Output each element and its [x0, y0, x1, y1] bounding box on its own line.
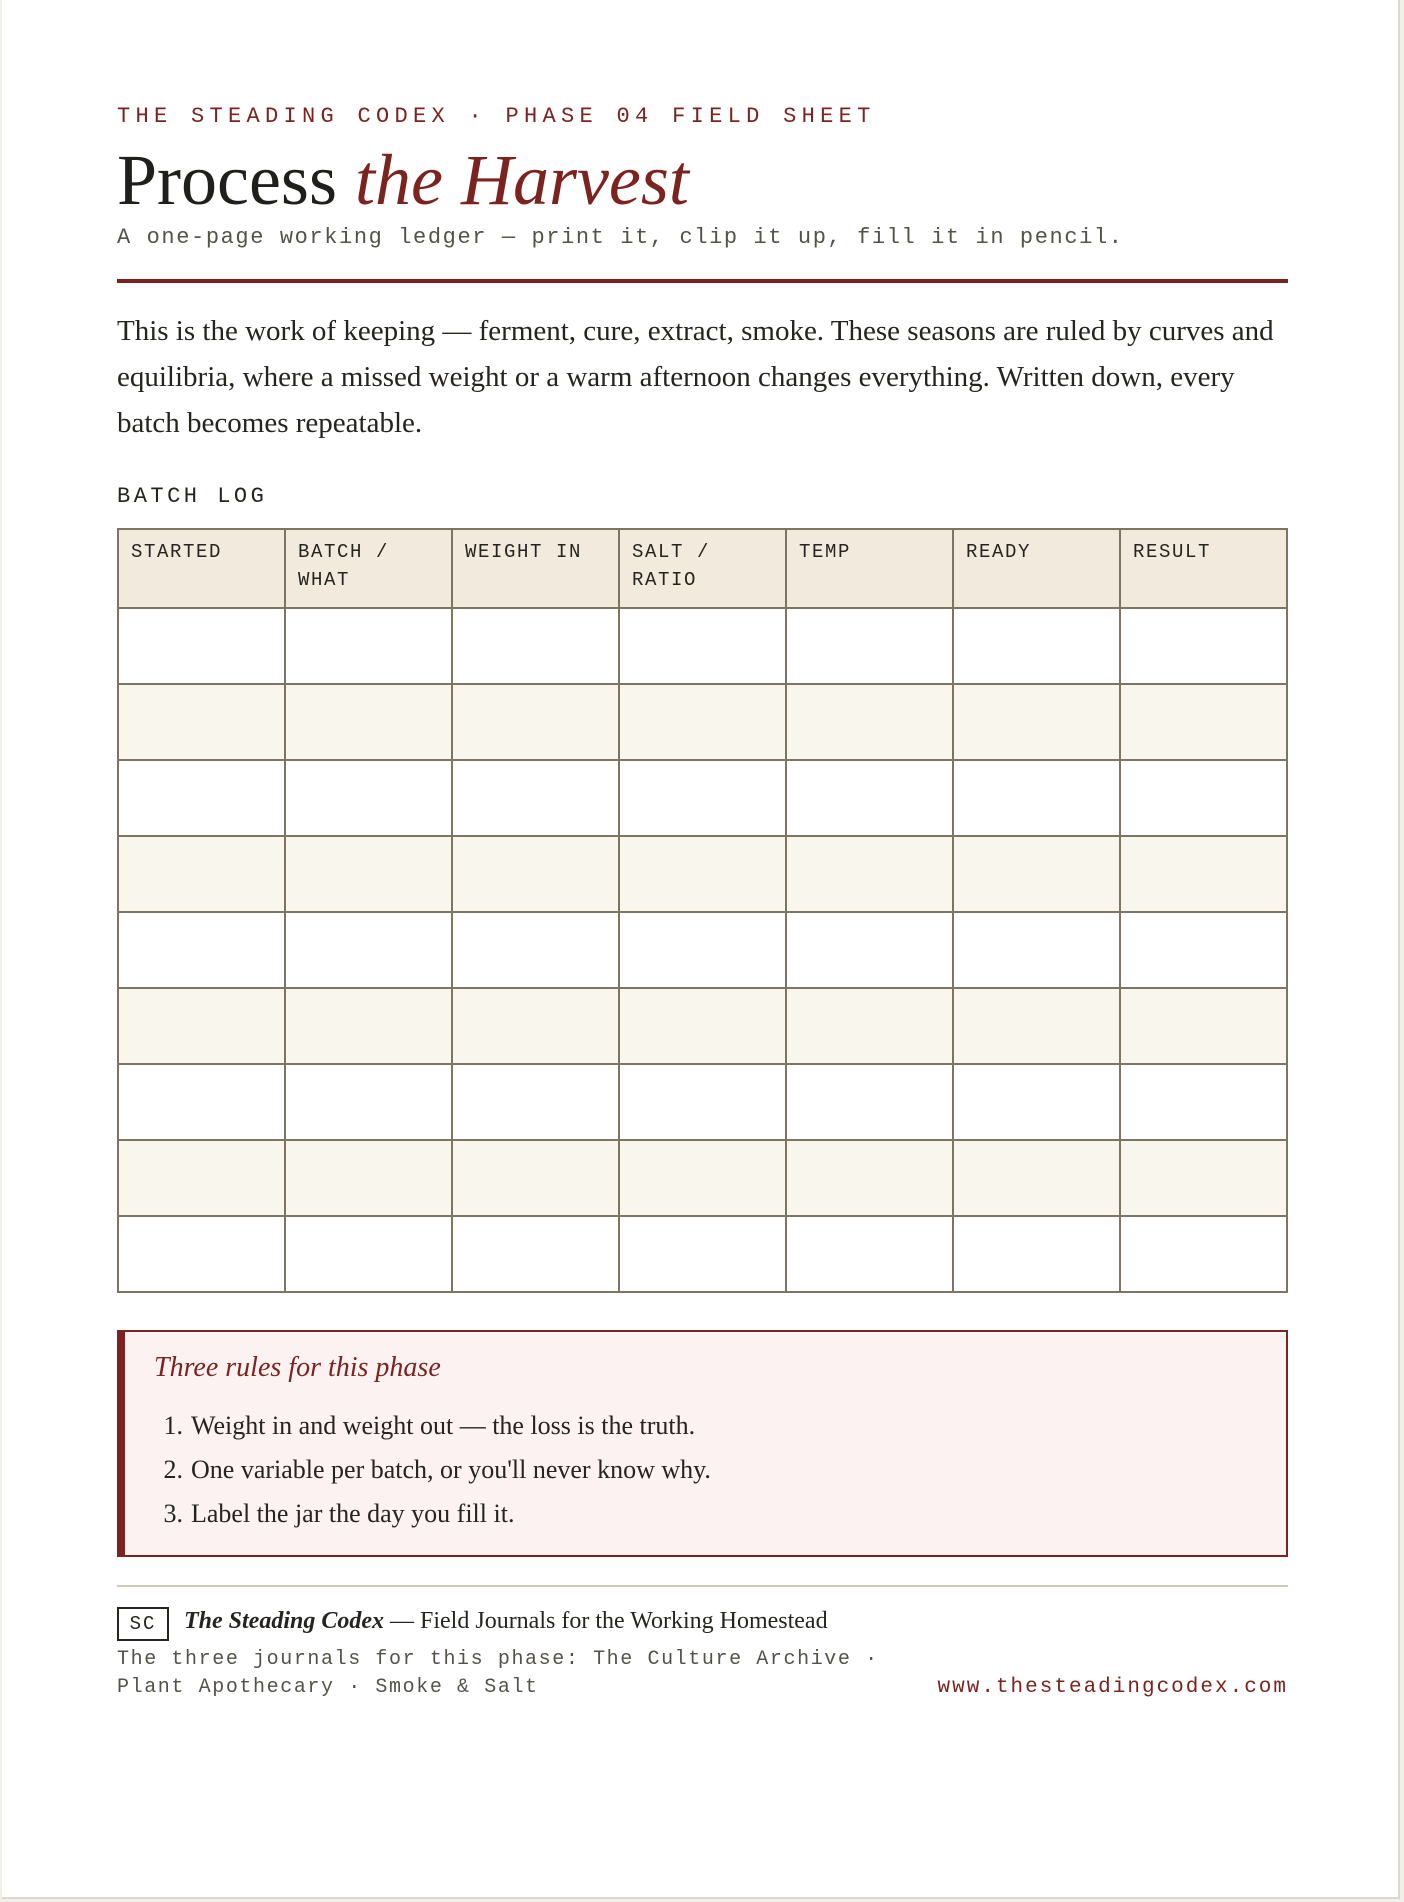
- log-cell: [1120, 836, 1287, 912]
- rule-item: [153, 1404, 711, 1448]
- log-cell: [619, 760, 786, 836]
- log-cell: [285, 1064, 452, 1140]
- brand-monogram: SC: [117, 1607, 169, 1641]
- intro-paragraph: This is the work of keeping — ferment, cure, extract, smoke. These seasons are ruled by curves and equilibria, where a missed weight or a warm afternoon changes everything. Written down, every batch becomes repeatable.: [117, 315, 1274, 439]
- log-cell: [786, 1216, 953, 1292]
- log-cell: [285, 760, 452, 836]
- log-cell: [1120, 912, 1287, 988]
- log-cell: [118, 760, 285, 836]
- log-cell: [1120, 608, 1287, 684]
- page-title: [117, 140, 689, 220]
- log-cell: [953, 836, 1120, 912]
- log-cell: [786, 608, 953, 684]
- rule-item: [153, 1448, 711, 1492]
- table-header-row: [118, 529, 1287, 608]
- table-row: [118, 760, 1287, 836]
- log-cell: [118, 684, 285, 760]
- batch-log-label: BATCH LOG: [117, 484, 268, 509]
- log-cell: [786, 760, 953, 836]
- table-row: [118, 988, 1287, 1064]
- column-header-weight-in: WEIGHT IN: [452, 529, 619, 608]
- brand-name: The Steading Codex: [184, 1608, 385, 1634]
- column-header-result: RESULT: [1120, 529, 1287, 608]
- log-cell: [953, 988, 1120, 1064]
- header-divider: [117, 279, 1288, 283]
- log-cell: [1120, 988, 1287, 1064]
- log-cell: [953, 684, 1120, 760]
- website-link[interactable]: www.thesteadingcodex.com: [937, 1676, 1288, 1699]
- log-cell: [619, 608, 786, 684]
- title-plain: Process: [117, 140, 355, 220]
- log-cell: [619, 1216, 786, 1292]
- log-cell: [285, 1216, 452, 1292]
- column-header-salt-ratio: SALT / RATIO: [619, 529, 786, 608]
- rule-item: [153, 1492, 711, 1536]
- log-cell: [619, 912, 786, 988]
- rules-callout: [117, 1330, 1288, 1557]
- log-cell: [953, 760, 1120, 836]
- log-cell: [118, 988, 285, 1064]
- rule-text: Weight in and weight out — the loss is the truth.: [191, 1411, 696, 1440]
- rules-title: Three rules for this phase: [154, 1352, 441, 1383]
- log-cell: [118, 836, 285, 912]
- log-cell: [452, 608, 619, 684]
- log-cell: [619, 988, 786, 1064]
- log-cell: [285, 988, 452, 1064]
- brand-line: [184, 1606, 828, 1636]
- log-cell: [786, 684, 953, 760]
- log-cell: [452, 988, 619, 1064]
- log-cell: [452, 760, 619, 836]
- batch-log-body: [118, 608, 1287, 1292]
- table-row: [118, 684, 1287, 760]
- log-cell: [619, 1140, 786, 1216]
- rule-number: 1.: [163, 1411, 183, 1440]
- log-cell: [786, 1140, 953, 1216]
- table-row: [118, 836, 1287, 912]
- log-cell: [1120, 684, 1287, 760]
- table-row: [118, 912, 1287, 988]
- log-cell: [1120, 760, 1287, 836]
- footer-divider: [117, 1585, 1288, 1587]
- field-sheet-page: [2, 0, 1400, 1899]
- log-cell: [953, 1064, 1120, 1140]
- log-cell: [452, 836, 619, 912]
- page-subtitle: A one-page working ledger — print it, clip it up, fill it in pencil.: [117, 225, 1124, 250]
- rule-number: 3.: [163, 1499, 183, 1528]
- column-header-batch-what: BATCH / WHAT: [285, 529, 452, 608]
- table-row: [118, 1064, 1287, 1140]
- log-cell: [452, 1064, 619, 1140]
- title-accent: the Harvest: [354, 140, 689, 220]
- log-cell: [285, 836, 452, 912]
- column-header-ready: READY: [953, 529, 1120, 608]
- log-cell: [118, 1216, 285, 1292]
- log-cell: [1120, 1216, 1287, 1292]
- log-cell: [285, 684, 452, 760]
- log-cell: [118, 608, 285, 684]
- log-cell: [285, 608, 452, 684]
- column-header-temp: TEMP: [786, 529, 953, 608]
- log-cell: [1120, 1140, 1287, 1216]
- log-cell: [118, 1140, 285, 1216]
- log-cell: [619, 684, 786, 760]
- batch-log-table: [117, 528, 1288, 1293]
- log-cell: [1120, 1064, 1287, 1140]
- log-cell: [452, 912, 619, 988]
- table-row: [118, 608, 1287, 684]
- table-row: [118, 1140, 1287, 1216]
- log-cell: [452, 1216, 619, 1292]
- log-cell: [619, 836, 786, 912]
- rule-text: Label the jar the day you fill it.: [191, 1499, 515, 1528]
- log-cell: [786, 912, 953, 988]
- journals-note: The three journals for this phase: The Culture Archive · Plant Apothecary · Smoke & Salt: [117, 1648, 879, 1699]
- brand-tagline: — Field Journals for the Working Homestead: [384, 1608, 828, 1634]
- log-cell: [452, 684, 619, 760]
- rules-list: [153, 1404, 711, 1536]
- eyebrow-label: THE STEADING CODEX · PHASE 04 FIELD SHEET: [117, 104, 876, 129]
- log-cell: [786, 836, 953, 912]
- log-cell: [953, 912, 1120, 988]
- table-row: [118, 1216, 1287, 1292]
- rule-number: 2.: [163, 1455, 183, 1484]
- log-cell: [786, 988, 953, 1064]
- log-cell: [118, 912, 285, 988]
- log-cell: [619, 1064, 786, 1140]
- log-cell: [953, 608, 1120, 684]
- log-cell: [953, 1216, 1120, 1292]
- column-header-started: STARTED: [118, 529, 285, 608]
- log-cell: [786, 1064, 953, 1140]
- log-cell: [452, 1140, 619, 1216]
- log-cell: [285, 1140, 452, 1216]
- log-cell: [953, 1140, 1120, 1216]
- log-cell: [118, 1064, 285, 1140]
- rule-text: One variable per batch, or you'll never know why.: [191, 1455, 711, 1484]
- log-cell: [285, 912, 452, 988]
